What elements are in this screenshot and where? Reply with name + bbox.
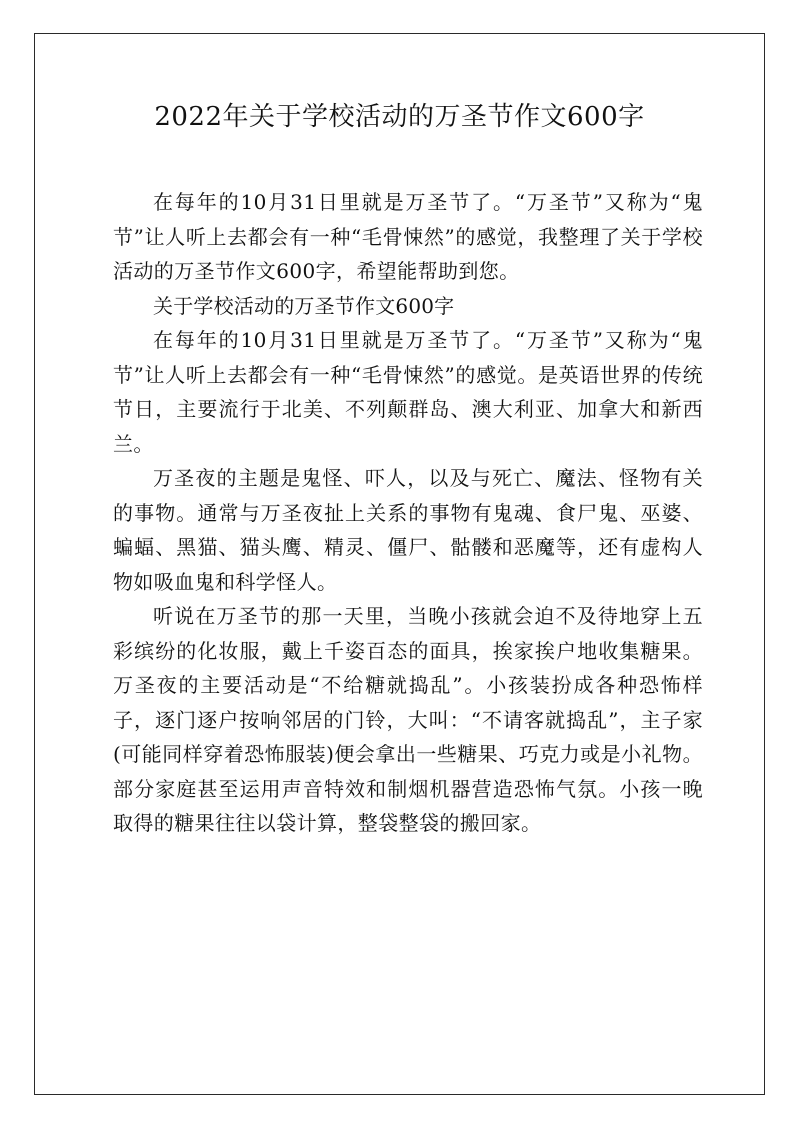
body-paragraph: 听说在万圣节的那一天里，当晚小孩就会迫不及待地穿上五彩缤纷的化妆服，戴上千姿百态的面具，挨家挨户地收集糖果。万圣夜的主要活动是“不给糖就捣乱”。小孩装扮成各种恐怖样子，逐门逐户按响邻居的门铃，大叫：“不请客就捣乱”，主子家(可能同样穿着恐怖服装)便会拿出一些糖果、巧克力或是小礼物。部分家庭甚至运用声音特效和制烟机器营造恐怖气氛。小孩一晚取得的糖果往往以袋计算，整袋整袋的搬回家。 (113, 604, 703, 835)
intro-paragraph: 在每年的10月31日里就是万圣节了。“万圣节”又称为“鬼节”让人听上去都会有一种“毛骨悚然”的感觉，我整理了关于学校活动的万圣节作文600字，希望能帮助到您。 (113, 190, 703, 283)
essay-subtitle: 关于学校活动的万圣节作文600字 (153, 293, 455, 318)
document-title: 2022年关于学校活动的万圣节作文600字 (154, 102, 645, 132)
body-paragraph: 万圣夜的主题是鬼怪、吓人，以及与死亡、魔法、怪物有关的事物。通常与万圣夜扯上关系的事物有鬼魂、食尸鬼、巫婆、蝙蝠、黑猫、猫头鹰、精灵、僵尸、骷髅和恶魔等，还有虚构人物如吸血鬼和科学怪人。 (113, 466, 703, 594)
document-body (113, 185, 703, 841)
body-paragraph: 在每年的10月31日里就是万圣节了。“万圣节”又称为“鬼节”让人听上去都会有一种“毛骨悚然”的感觉。是英语世界的传统节日，主要流行于北美、不列颠群岛、澳大利亚、加拿大和新西兰。 (113, 328, 703, 456)
